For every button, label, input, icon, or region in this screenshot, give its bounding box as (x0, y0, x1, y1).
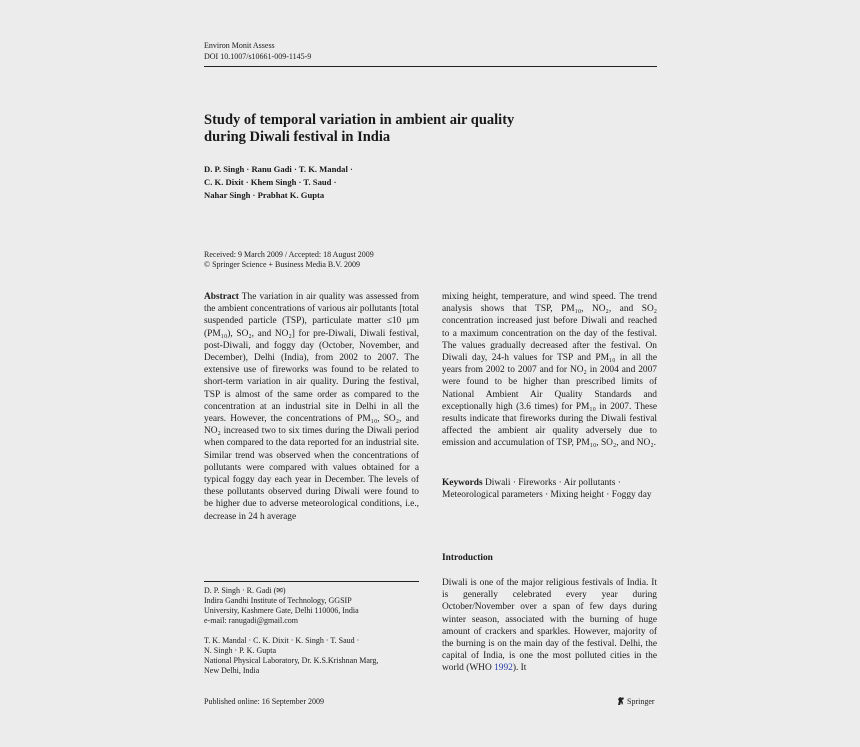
introduction-heading: Introduction (442, 553, 493, 563)
intro-body-end: ). It (512, 663, 527, 674)
abstract-text-right: mixing height, temperature, and wind speed. The trend analysis shows that TSP, PM₁₀, NO₂, and SO₂ concentration increased just before Diwali and reached to a maximum concentration on the day of the festival. The values gradually decreased after the festival. On Diwali day, 24-h values for TSP and PM₁₀ in all the years from 2002 to 2007 and for NO₂ in 2004 and 2007 were found to be higher than prescribed limits of National Ambient Air Quality Standards and exceptionally high (3.6 times) for PM₁₀ in 2007. These results indicate that fireworks during the Diwali festival affected the ambient air quality adversely due to emission and accumulation of TSP, PM₁₀, SO₂, and NO₂. (442, 292, 657, 449)
paper-title (204, 112, 624, 146)
affiliation-1-email[interactable]: e-mail: ranugadi@gmail.com (204, 616, 299, 625)
doi: DOI 10.1007/s10661-009-1145-9 (204, 52, 312, 61)
publisher-logo (617, 696, 655, 706)
keywords-label: Keywords (442, 478, 483, 488)
affiliation-2-names-2: N. Singh · P. K. Gupta (204, 646, 277, 655)
author-list (204, 163, 464, 202)
header-rule (204, 66, 657, 67)
intro-body: Diwali is one of the major religious festivals of India. It is generally celebrated every year during October/November over a span of few days during winter season, associated with the burning of huge amount of crackers and sparkles. However, majority of the burning is on the main day of the festival. Delhi, the capital of India, is one the most polluted cities in the world (WHO (442, 578, 657, 674)
affiliation-1-address: University, Kashmere Gate, Delhi 110006, India (204, 606, 359, 615)
abstract-label: Abstract (204, 292, 239, 302)
springer-horse-icon (617, 696, 625, 706)
journal-name: Environ Monit Assess (204, 41, 275, 50)
received-accepted: Received: 9 March 2009 / Accepted: 18 August 2009 (204, 250, 374, 259)
copyright: © Springer Science + Business Media B.V. 2009 (204, 260, 360, 269)
footnote-rule (204, 581, 419, 582)
title-line-2: during Diwali festival in India (204, 129, 391, 145)
introduction-text (442, 577, 657, 675)
affiliation-2-names-1: T. K. Mandal · C. K. Dixit · K. Singh · T. Saud · (204, 636, 360, 645)
affiliation-2-institute: National Physical Laboratory, Dr. K.S.Krishnan Marg, (204, 656, 379, 665)
affiliation-1 (204, 586, 434, 626)
authors-line-1: D. P. Singh · Ranu Gadi · T. K. Mandal · (204, 164, 353, 174)
abstract-right-column (442, 291, 657, 450)
published-online: Published online: 16 September 2009 (204, 697, 324, 706)
affiliation-2 (204, 636, 434, 676)
keywords (442, 477, 657, 501)
publication-dates (204, 250, 504, 270)
affiliation-1-institute: Indira Gandhi Institute of Technology, GGSIP (204, 596, 352, 605)
abstract-left-column (204, 291, 419, 523)
title-line-1: Study of temporal variation in ambient air quality (204, 112, 515, 128)
keywords-text: Diwali · Fireworks · Air pollutants · Meteorological parameters · Mixing height · Foggy day (442, 478, 652, 501)
authors-line-3: Nahar Singh · Prabhat K. Gupta (204, 190, 325, 200)
affiliation-1-names: D. P. Singh · R. Gadi (✉) (204, 586, 286, 595)
publisher-name: Springer (627, 696, 655, 706)
affiliation-2-address: New Delhi, India (204, 666, 260, 675)
abstract-text-left: The variation in air quality was assessed from the ambient concentrations of various air pollutants [total suspended particle (TSP), particulate matter ≤10 μm (PM₁₀), SO₂, and NO₂] for pre-Diwali, Diwali festival, post-Diwali, and foggy day (October, November, and December), Delhi (India), from 2002 to 2007. The extensive use of fireworks was found to be related to short-term variation in air quality. During the festival, TSP is almost of the same order as compared to the concentration at an industrial site in Delhi in all the years. However, the concentrations of PM₁₀, SO₂, and NO₂ increased two to six times during the Diwali period when compared to the data reported for an industrial site. Similar trend was observed when the concentrations of pollutants were compared with values obtained for a typical foggy day each year in December. The levels of these pollutants observed during Diwali were found to be higher due to adverse meteorological conditions, i.e., decrease in 24 h average (204, 292, 419, 522)
authors-line-2: C. K. Dixit · Khem Singh · T. Saud · (204, 177, 337, 187)
citation-link[interactable]: 1992 (494, 663, 513, 674)
